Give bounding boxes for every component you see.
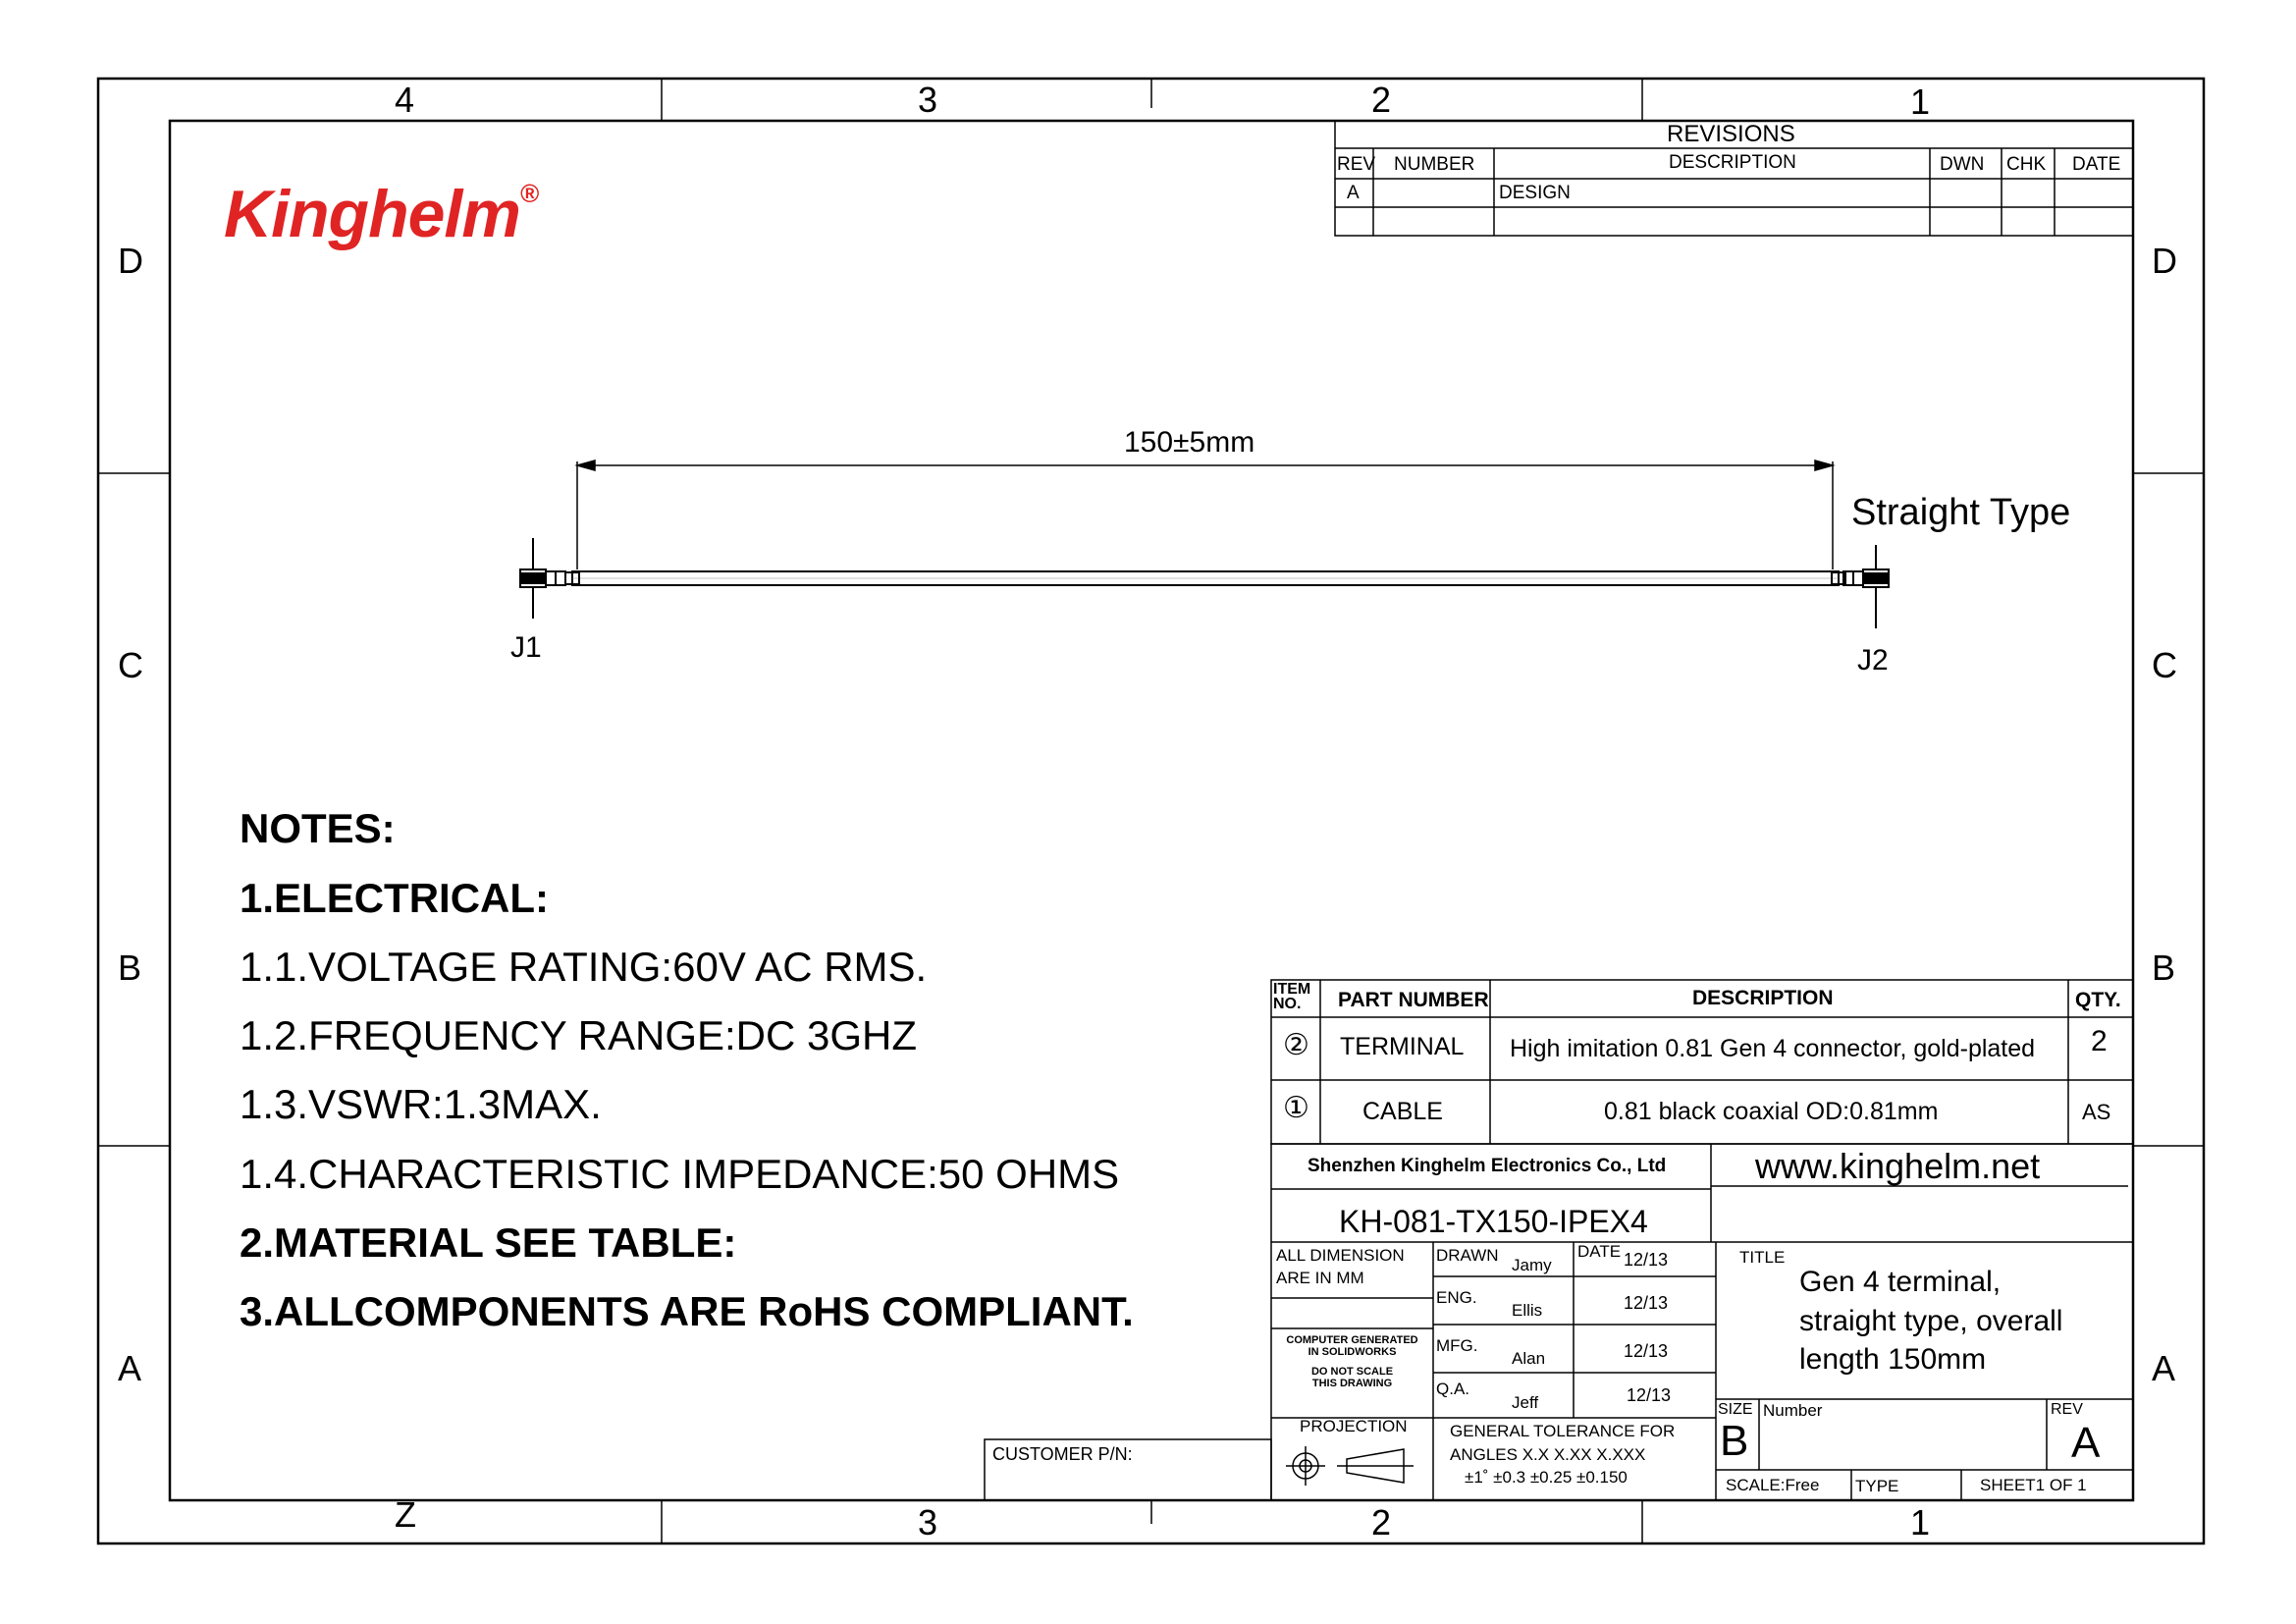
- zone-row-d-left: D: [118, 241, 143, 281]
- zone-row-c-left: C: [118, 645, 143, 685]
- size-label: SIZE: [1718, 1401, 1753, 1418]
- customer-pn-label: CUSTOMER P/N:: [992, 1444, 1133, 1464]
- zone-col-4-bottom: Z: [395, 1494, 416, 1535]
- zone-row-a-left: A: [118, 1348, 142, 1388]
- rev-header-dwn: DWN: [1940, 154, 1985, 175]
- mfg-name: Alan: [1512, 1349, 1546, 1368]
- connector-j2: [1832, 545, 1889, 628]
- title-line2: straight type, overall: [1799, 1305, 2063, 1337]
- bom-header-part: PART NUMBER: [1338, 989, 1489, 1011]
- dimension-note-line2: ARE IN MM: [1276, 1269, 1364, 1287]
- bom-header-qty: QTY.: [2075, 989, 2121, 1011]
- bom-row2-item: ①: [1283, 1092, 1309, 1124]
- size-value: B: [1720, 1417, 1749, 1465]
- projection-symbol: [1286, 1446, 1414, 1486]
- bom-row2-qty: AS: [2082, 1100, 2111, 1124]
- note-frequency: 1.2.FREQUENCY RANGE:DC 3GHZ: [240, 1012, 918, 1058]
- zone-col-2-top: 2: [1371, 80, 1392, 120]
- eng-name: Ellis: [1512, 1301, 1543, 1320]
- mfg-date: 12/13: [1624, 1341, 1669, 1361]
- type-label: TYPE: [1855, 1477, 1899, 1495]
- drawing-part-number: KH-081-TX150-IPEX4: [1339, 1204, 1648, 1239]
- drawn-date: 12/13: [1624, 1250, 1669, 1270]
- title-line1: Gen 4 terminal,: [1799, 1266, 2002, 1298]
- rev-row-description: DESIGN: [1499, 183, 1571, 203]
- rev-label: REV: [2051, 1401, 2083, 1418]
- bom-row2-part: CABLE: [1362, 1098, 1443, 1125]
- bom-row2-description: 0.81 black coaxial OD:0.81mm: [1604, 1098, 1939, 1125]
- logo-text: Kinghelm: [224, 177, 520, 251]
- zone-col-4-top: 4: [395, 80, 415, 120]
- tolerance-line1: GENERAL TOLERANCE FOR: [1450, 1422, 1676, 1440]
- revisions-title: REVISIONS: [1667, 121, 1795, 147]
- drawn-name: Jamy: [1512, 1256, 1552, 1274]
- cable-assembly: [520, 460, 1889, 628]
- zone-row-c-right: C: [2152, 645, 2177, 685]
- computer-generated-note: [1276, 1335, 1428, 1358]
- do-not-scale-note: [1276, 1367, 1428, 1389]
- length-dimension-label: 150±5mm: [1124, 426, 1255, 459]
- notes-heading: NOTES:: [240, 805, 396, 851]
- dimension-note-line1: ALL DIMENSION: [1276, 1246, 1405, 1265]
- note-rohs: 3.ALLCOMPONENTS ARE RoHS COMPLIANT.: [240, 1288, 1134, 1334]
- rev-header-date: DATE: [2072, 154, 2121, 175]
- do-not-scale-line2: THIS DRAWING: [1311, 1377, 1393, 1389]
- zone-row-b-right: B: [2152, 947, 2176, 988]
- zone-row-a-right: A: [2152, 1348, 2176, 1388]
- connector-j1: [520, 538, 579, 619]
- zone-col-3-top: 3: [918, 80, 938, 120]
- zone-row-d-right: D: [2152, 241, 2177, 281]
- qa-date: 12/13: [1627, 1385, 1672, 1405]
- zone-row-b-left: B: [118, 947, 142, 988]
- note-impedance: 1.4.CHARACTERISTIC IMPEDANCE:50 OHMS: [240, 1151, 1120, 1197]
- connector-j2-label: J2: [1857, 644, 1889, 677]
- company-name: Shenzhen Kinghelm Electronics Co., Ltd: [1308, 1156, 1667, 1176]
- sheet-value: SHEET1 OF 1: [1980, 1476, 2087, 1494]
- bom-row1-description: High imitation 0.81 Gen 4 connector, gold-plated: [1510, 1035, 2036, 1062]
- scale-value: SCALE:Free: [1726, 1476, 1820, 1494]
- notes-electrical-heading: 1.ELECTRICAL:: [240, 875, 549, 921]
- do-not-scale-line1: DO NOT SCALE: [1310, 1366, 1394, 1378]
- note-voltage: 1.1.VOLTAGE RATING:60V AC RMS.: [240, 944, 928, 990]
- rev-header-number: NUMBER: [1394, 154, 1475, 175]
- zone-col-1-bottom: 1: [1910, 1502, 1931, 1543]
- company-website: www.kinghelm.net: [1755, 1146, 2041, 1186]
- tolerance-line3: ±1˚ ±0.3 ±0.25 ±0.150: [1465, 1468, 1628, 1487]
- zone-col-3-bottom: 3: [918, 1502, 938, 1543]
- zone-col-2-bottom: 2: [1371, 1502, 1392, 1543]
- rev-header-description: DESCRIPTION: [1669, 152, 1796, 173]
- eng-date: 12/13: [1624, 1293, 1669, 1313]
- note-material: 2.MATERIAL SEE TABLE:: [240, 1219, 737, 1266]
- tolerance-line2: ANGLES X.X X.XX X.XXX: [1450, 1445, 1646, 1464]
- bom-header-description: DESCRIPTION: [1692, 987, 1834, 1009]
- rev-row-rev: A: [1347, 183, 1360, 203]
- straight-type-label: Straight Type: [1851, 492, 2071, 533]
- computer-generated-line2: IN SOLIDWORKS: [1308, 1345, 1397, 1358]
- drawn-role: DRAWN: [1436, 1246, 1499, 1265]
- bom-row1-item: ②: [1283, 1029, 1309, 1061]
- computer-generated-line1: COMPUTER GENERATED: [1286, 1334, 1418, 1346]
- number-label: Number: [1763, 1401, 1823, 1420]
- mfg-role: MFG.: [1436, 1336, 1478, 1355]
- kinghelm-logo: [224, 177, 538, 251]
- projection-label: PROJECTION: [1300, 1417, 1408, 1435]
- title-line3: length 150mm: [1799, 1343, 1987, 1376]
- zone-col-1-top: 1: [1910, 81, 1931, 122]
- title-label: TITLE: [1739, 1248, 1786, 1267]
- eng-role: ENG.: [1436, 1288, 1477, 1307]
- rev-value: A: [2071, 1419, 2101, 1467]
- rev-header-chk: CHK: [2006, 154, 2047, 175]
- length-dimension: [577, 460, 1833, 569]
- bom-header-item: ITEM NO.: [1273, 981, 1311, 1013]
- note-vswr: 1.3.VSWR:1.3MAX.: [240, 1081, 602, 1127]
- qa-role: Q.A.: [1436, 1380, 1470, 1398]
- connector-j1-label: J1: [510, 631, 542, 664]
- registered-mark: ®: [519, 179, 538, 208]
- rev-header-rev: REV: [1337, 154, 1376, 175]
- qa-name: Jeff: [1512, 1393, 1539, 1412]
- date-label: DATE: [1577, 1242, 1622, 1261]
- bom-row1-qty: 2: [2091, 1025, 2108, 1057]
- bom-row1-part: TERMINAL: [1340, 1033, 1465, 1060]
